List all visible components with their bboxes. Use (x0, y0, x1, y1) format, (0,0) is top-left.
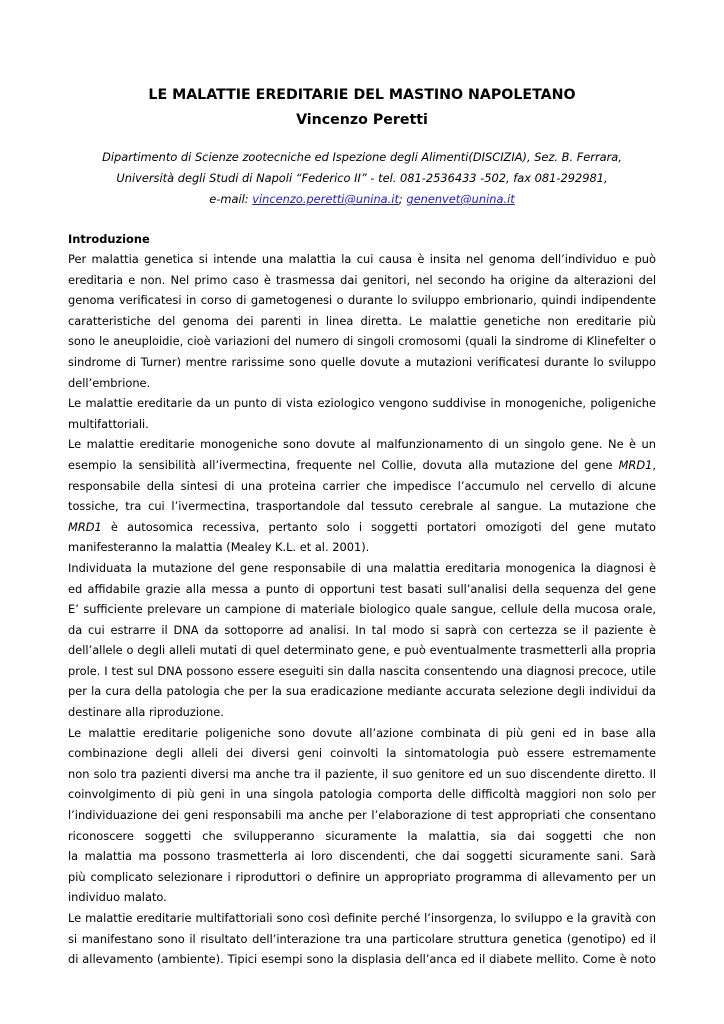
body-text (68, 249, 656, 970)
text-line: dell’allele o degli alleli mutati di quel determinato gene, e può eventualmente trasmetterli alla propria (68, 643, 656, 658)
text-line: da cui estrarre il DNA da sottoporre ad analisi. In tal modo si saprà con certezza se il paziente è (68, 622, 656, 637)
text-line: prole. I test sul DNA possono essere eseguiti sin dalla nascita consentendo una diagnosi precoce, utile (68, 663, 656, 678)
author-name: Vincenzo Peretti (296, 112, 428, 128)
text-line: di allevamento (ambiente). Tipici esempi sono la displasia dell’anca ed il diabete mellito. Come è noto (68, 952, 656, 967)
text-line: riconoscere soggetti che svilupperanno sicuramente la malattia, sia dai soggetti che non (68, 828, 656, 843)
page-title: LE MALATTIE EREDITARIE DEL MASTINO NAPOLETANO (148, 87, 576, 103)
text-line: ereditaria e non. Nel primo caso è trasmessa dai genitori, nel secondo ha origine da alterazioni del (68, 272, 656, 287)
gene-name: MRD1 (618, 457, 653, 472)
email-prefix: e-mail: (209, 192, 253, 206)
text-line: non solo tra pazienti diversi ma anche tra il paziente, il suo genitore ed un suo discendente diretto. Il (68, 766, 656, 781)
text-line: Individuata la mutazione del gene responsabile di una malattia ereditaria monogenica la diagnosi è (68, 560, 656, 575)
text-line: individuo malato. (68, 890, 167, 905)
text-line: coinvolgimento di più geni in una singola patologia comporta delle difficoltà maggiori non solo per (68, 787, 656, 802)
email-link-2[interactable]: genenvet@unina.it (406, 192, 515, 206)
text-line: multifattoriali. (68, 416, 149, 431)
affiliation-email-line (68, 189, 656, 210)
email-separator: ; (398, 192, 407, 206)
text-line: responsabile della sintesi di una proteina carrier che impedisce l’accumulo nel cervello di alcune (68, 478, 656, 493)
text-line: dell’embrione. (68, 375, 151, 390)
text-line: l’individuazione dei geni responsabili ma anche per l’elaborazione di test appropriati che consentano (68, 808, 656, 823)
text-line: si manifestano sono il risultato dell’interazione tra una particolare struttura genetica (genotipo) ed il (68, 931, 656, 946)
email-link-1[interactable]: vincenzo.peretti@unina.it (252, 192, 399, 206)
affiliation-line-2: Università degli Studi di Napoli “Federico II” - tel. 081-2536433 -502, fax 081-292981, (116, 171, 608, 185)
text-line: destinare alla riproduzione. (68, 705, 224, 720)
affiliation-block (68, 147, 656, 210)
text-line: E’ sufficiente prelevare un campione di materiale biologico quale sangue, cellule della mucosa orale, (68, 602, 656, 617)
affiliation-line-1: Dipartimento di Scienze zootecniche ed Ispezione degli Alimenti(DISCIZIA), Sez. B. Ferrara, (102, 150, 622, 164)
text-line: ed affidabile grazie alla messa a punto di opportuni test basati sull’analisi della sequenza del gene (68, 581, 656, 596)
text-line: caratteristiche del genoma dei parenti in linea diretta. Le malattie genetiche non ereditarie più (68, 313, 656, 328)
gene-name: MRD1 (68, 519, 102, 534)
text-line: più complicato selezionare i riproduttori o definire un appropriato programma di allevamento per un (68, 869, 656, 884)
text-line: genoma verificatesi in corso di gametogenesi o durante lo sviluppo embrionario, quindi indipendente (68, 293, 656, 308)
text-line: sono le aneuploidie, cioè variazioni del numero di singoli cromosomi (quali la sindrome di Klinefelter o (68, 334, 656, 349)
text-line: per la cura della patologia che per la sua eradicazione mediante accurata selezione degli individui da (68, 684, 656, 699)
text-line: la malattia ma possono trasmetterla ai loro discendenti, che dai soggetti sicuramente sani. Sarà (68, 849, 656, 864)
text-line: Le malattie ereditarie da un punto di vista eziologico vengono suddivise in monogeniche, poligeniche (68, 396, 656, 411)
text-line: tossiche, tra cui l’ivermectina, trasportandole dal tessuto cerebrale al sangue. La mutazione che (68, 499, 656, 514)
section-heading: Introduzione (68, 232, 150, 246)
text-line: sindrome di Turner) mentre rarissime sono quelle dovute a mutazioni verificatesi durante lo sviluppo (68, 354, 656, 369)
text-line: esempio la sensibilità all’ivermectina, frequente nel Collie, dovuta alla mutazione del gene MRD1, (68, 457, 656, 472)
text-line: Le malattie ereditarie monogeniche sono dovute al malfunzionamento di un singolo gene. Ne è un (68, 437, 656, 452)
text-line: Per malattia genetica si intende una malattia la cui causa è insita nel genoma dell’individuo e può (68, 252, 656, 266)
text-line: Le malattie ereditarie poligeniche sono dovute all’azione combinata di più geni ed in base alla (68, 725, 656, 740)
text-line: manifesteranno la malattia (Mealey K.L. et al. 2001). (68, 540, 370, 555)
text-line: combinazione degli alleli dei diversi geni coinvolti la sintomatologia può essere estremamente (68, 746, 656, 761)
text-line: MRD1 è autosomica recessiva, pertanto solo i soggetti portatori omozigoti del gene mutato (68, 519, 656, 534)
text-line: Le malattie ereditarie multifattoriali sono così definite perché l’insorgenza, lo sviluppo e la gravità con (68, 911, 656, 925)
document-page (68, 86, 656, 970)
